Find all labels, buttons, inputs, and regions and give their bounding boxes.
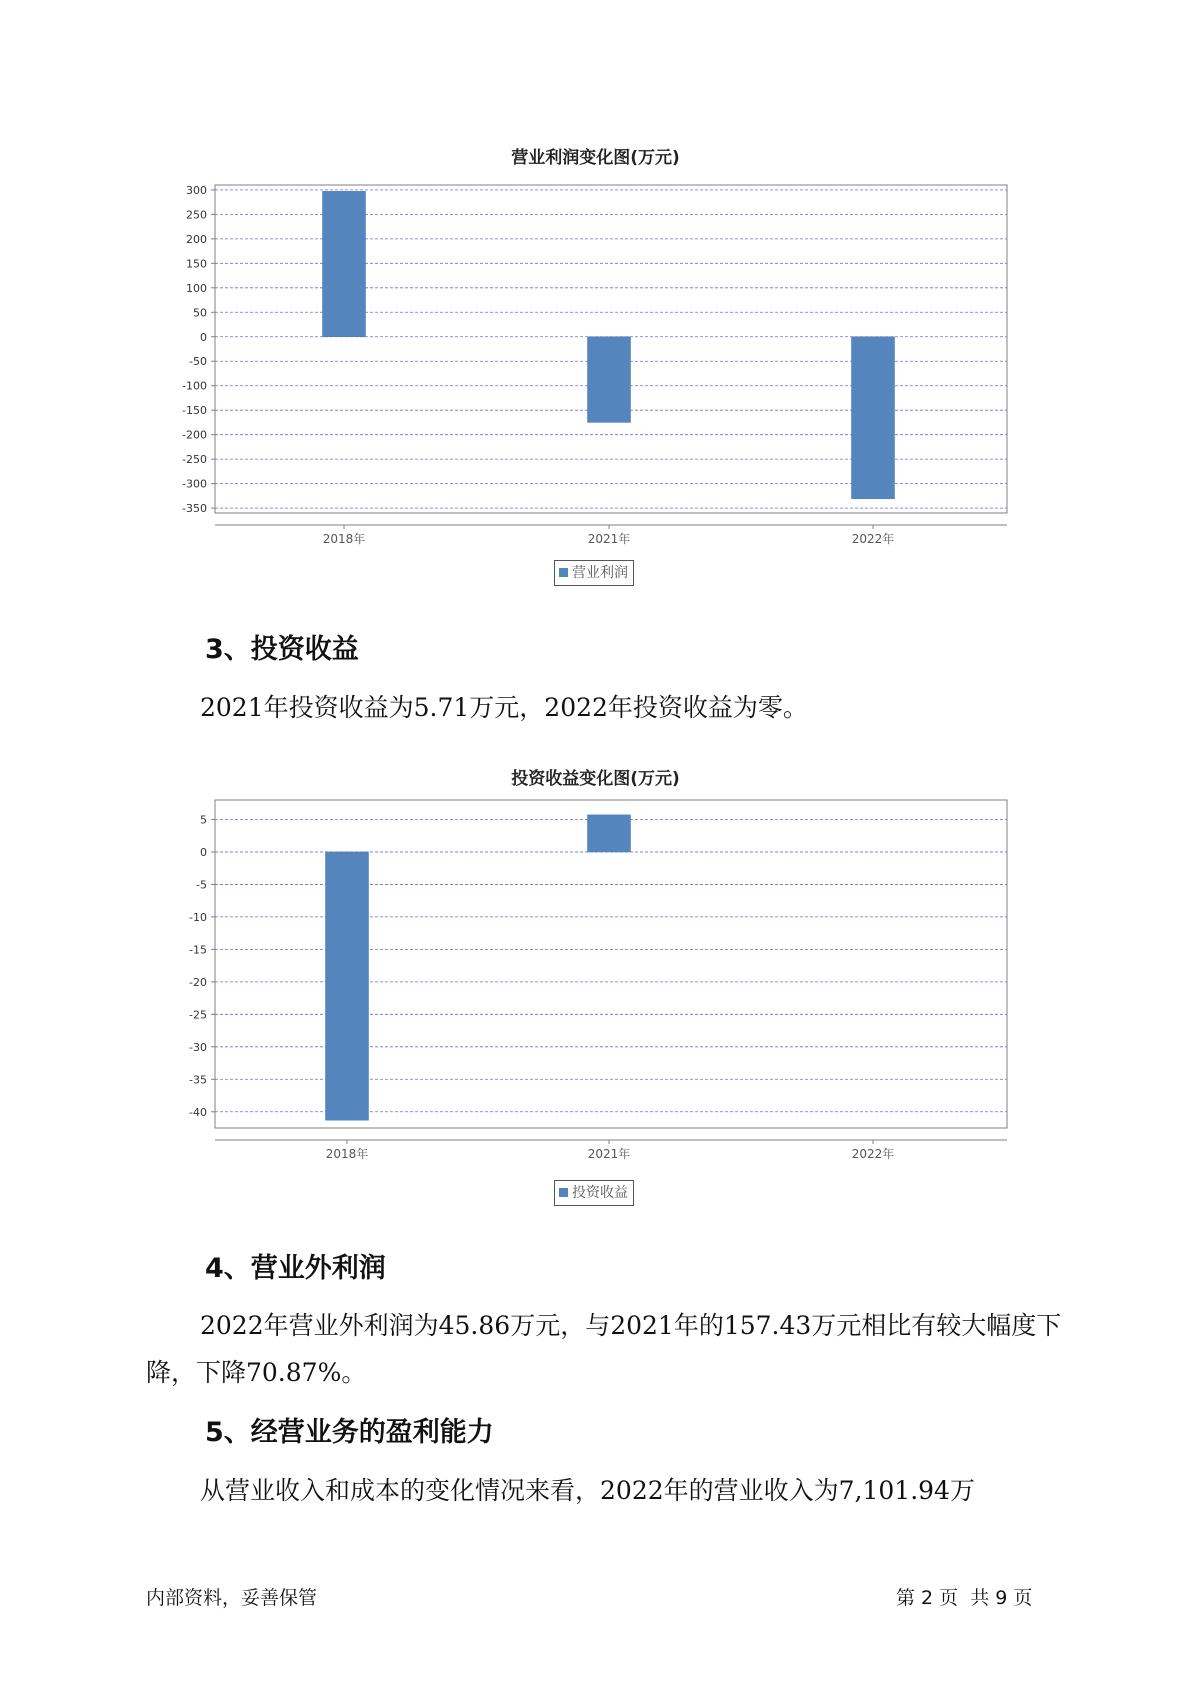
section5-paragraph: 从营业收入和成本的变化情况来看，2022年的营业收入为7,101.94万 <box>200 1476 975 1505</box>
x-tick-label: 2022年 <box>851 532 895 546</box>
y-tick-label: 0 <box>200 330 207 344</box>
x-tick-label: 2021年 <box>587 532 631 546</box>
y-tick-label: -5 <box>196 878 207 892</box>
y-tick-label: 300 <box>186 183 207 197</box>
chart1-title: 营业利润变化图(万元) <box>511 148 680 168</box>
bar-2021年 <box>588 337 631 423</box>
y-tick-label: -250 <box>182 453 207 467</box>
investment-income-chart <box>0 800 1191 1160</box>
operating-profit-chart <box>0 180 1191 546</box>
y-tick-label: 5 <box>200 813 207 827</box>
chart2-title: 投资收益变化图(万元) <box>511 769 680 789</box>
y-tick-label: -35 <box>189 1073 207 1087</box>
legend-swatch-icon <box>559 568 568 577</box>
section3-paragraph: 2021年投资收益为5.71万元，2022年投资收益为零。 <box>200 693 808 722</box>
y-tick-label: 100 <box>186 281 207 295</box>
y-tick-label: -30 <box>189 1040 207 1054</box>
legend-swatch-icon <box>559 1188 568 1197</box>
y-tick-label: -300 <box>182 477 207 491</box>
chart2-legend-label: 投资收益 <box>572 1185 628 1201</box>
y-tick-label: -350 <box>182 502 207 516</box>
section5-heading: 5、经营业务的盈利能力 <box>205 1417 494 1448</box>
y-tick-label: -200 <box>182 428 207 442</box>
y-tick-label: -40 <box>189 1105 207 1119</box>
y-tick-label: 150 <box>186 257 207 271</box>
x-tick-label: 2018年 <box>325 1147 369 1161</box>
section3-heading: 3、投资收益 <box>205 634 359 665</box>
y-tick-label: -20 <box>189 975 207 989</box>
x-tick-label: 2021年 <box>587 1147 631 1161</box>
y-tick-label: 200 <box>186 232 207 246</box>
x-tick-label: 2022年 <box>851 1147 895 1161</box>
y-tick-label: -100 <box>182 379 207 393</box>
chart2-legend <box>554 1180 634 1206</box>
x-tick-label: 2018年 <box>322 532 366 546</box>
y-tick-label: -10 <box>189 910 207 924</box>
bar-2022年 <box>852 337 895 499</box>
y-tick-label: -50 <box>189 355 207 369</box>
y-tick-label: 0 <box>200 845 207 859</box>
y-tick-label: 250 <box>186 208 207 222</box>
bar-2018年 <box>326 852 369 1120</box>
chart1-legend <box>554 560 634 586</box>
footer-page-number: 第 2 页 共 9 页 <box>896 1587 1033 1609</box>
chart1-legend-label: 营业利润 <box>572 565 628 581</box>
section4-paragraph: 2022年营业外利润为45.86万元，与2021年的157.43万元相比有较大幅度下降，下降70.87%。 <box>146 1311 1062 1387</box>
section4-heading: 4、营业外利润 <box>205 1253 386 1284</box>
y-tick-label: -25 <box>189 1008 207 1022</box>
y-tick-label: -15 <box>189 943 207 957</box>
y-tick-label: -150 <box>182 404 207 418</box>
y-tick-label: 50 <box>193 306 207 320</box>
footer-confidential: 内部资料，妥善保管 <box>146 1587 318 1609</box>
bar-2021年 <box>588 815 631 852</box>
bar-2018年 <box>323 191 366 336</box>
